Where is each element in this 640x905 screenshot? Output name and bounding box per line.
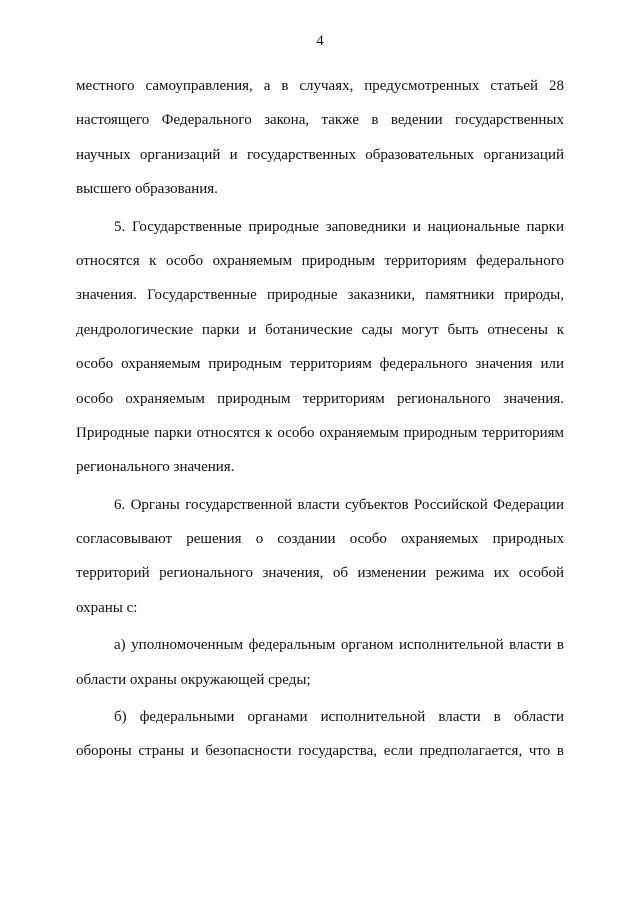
text-line: высшего образования. xyxy=(76,181,218,198)
text-line: области охраны окружающей среды; xyxy=(76,671,311,688)
text-line: научных организаций и государственных образовательных организаций xyxy=(76,146,564,163)
text-line: обороны страны и безопасности государства, если предполагается, что в xyxy=(76,743,564,760)
text-line: охраны с: xyxy=(76,599,138,616)
document-body xyxy=(76,76,564,776)
page-number: 4 xyxy=(316,33,324,49)
text-line: 6. Органы государственной власти субъектов Российской Федерации xyxy=(114,496,564,513)
text-line: дендрологические парки и ботанические сады могут быть отнесены к xyxy=(76,321,564,338)
text-line: настоящего Федерального закона, также в ведении государственных xyxy=(76,112,564,129)
text-line: б) федеральными органами исполнительной власти в области xyxy=(114,709,564,726)
text-line: территорий регионального значения, об изменении режима их особой xyxy=(76,565,564,582)
text-line: регионального значения. xyxy=(76,459,235,476)
text-line: относятся к особо охраняемым природным территориям федерального xyxy=(76,252,564,269)
text-line: особо охраняемым природным территориям регионального значения. xyxy=(76,390,564,407)
text-line: а) уполномоченным федеральным органом исполнительной власти в xyxy=(114,637,564,654)
paragraph-6a xyxy=(76,635,564,704)
text-line: особо охраняемым природным территориям федерального значения или xyxy=(76,356,564,373)
text-line: 5. Государственные природные заповедники и национальные парки xyxy=(114,218,564,235)
text-line: согласовывают решения о создании особо охраняемых природных xyxy=(76,531,564,548)
text-line: местного самоуправления, а в случаях, предусмотренных статьей 28 xyxy=(76,78,564,94)
paragraph-continuation xyxy=(76,76,564,214)
text-line: Природные парки относятся к особо охраняемым природным территориям xyxy=(76,424,564,441)
paragraph-5 xyxy=(76,217,564,492)
text-line: значения. Государственные природные заказники, памятники природы, xyxy=(76,287,564,304)
paragraph-6b xyxy=(76,707,564,776)
paragraph-6 xyxy=(76,495,564,633)
